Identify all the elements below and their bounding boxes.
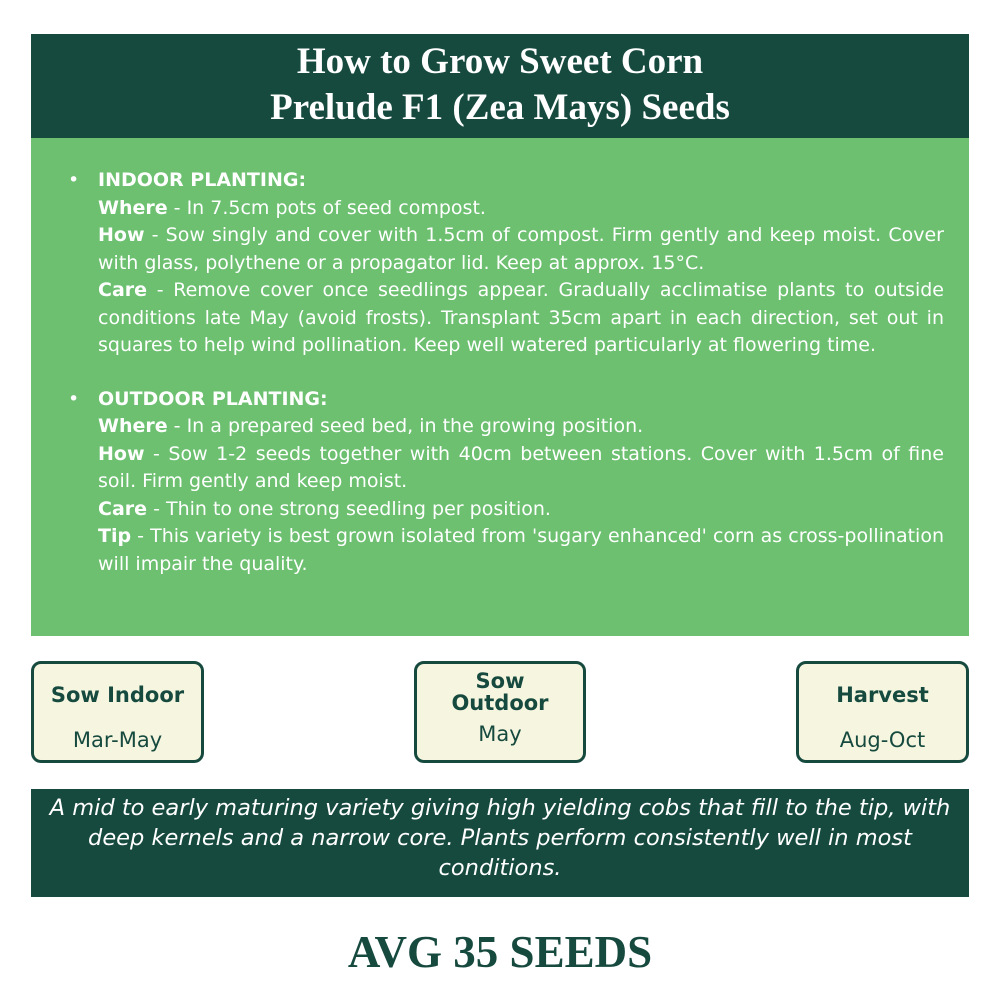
harvest-months: Aug-Oct xyxy=(839,728,926,752)
how-text: - Sow 1-2 seeds together with 40cm between stations. Cover with 1.5cm of fine soil. Firm gently and keep moist. xyxy=(98,442,944,492)
sow-outdoor-label xyxy=(417,670,583,714)
outdoor-planting-heading: OUTDOOR PLANTING: xyxy=(98,387,328,410)
tip-label: Tip xyxy=(98,525,132,547)
tip-text: - This variety is best grown isolated from 'sugary enhanced' corn as cross-pollination will impair the quality. xyxy=(98,525,944,575)
bullet-icon: • xyxy=(68,169,80,191)
outdoor-how xyxy=(98,441,944,496)
harvest-label: Harvest xyxy=(836,683,929,707)
care-text: - Remove cover once seedlings appear. Gradually acclimatise plants to outside conditions late May (avoid frosts). Transplant 35cm apart in each direction, set out in squares to help wind pollination. Keep well watered particularly at flowering time. xyxy=(98,279,944,356)
outdoor-where xyxy=(98,413,944,441)
how-label: How xyxy=(98,224,145,246)
how-text: - Sow singly and cover with 1.5cm of compost. Firm gently and keep moist. Cover with glass, polythene or a propagator lid. Keep at approx. 15°C. xyxy=(98,224,944,274)
sow-indoor-box xyxy=(31,661,204,763)
title-banner xyxy=(31,34,969,138)
title-line-2: Prelude F1 (Zea Mays) Seeds xyxy=(270,87,730,128)
instructions-panel xyxy=(31,138,969,636)
bullet-icon: • xyxy=(68,387,80,410)
care-label: Care xyxy=(98,279,148,301)
how-label: How xyxy=(98,442,145,465)
where-label: Where xyxy=(98,415,168,437)
harvest-box xyxy=(796,661,969,763)
care-text: - Thin to one strong seedling per position. xyxy=(147,497,551,520)
where-text: - In a prepared seed bed, in the growing position. xyxy=(167,415,644,437)
outdoor-tip xyxy=(98,523,944,578)
sow-indoor-months: Mar-May xyxy=(72,728,163,752)
sow-outdoor-box xyxy=(414,661,586,763)
indoor-how xyxy=(98,222,944,277)
title-line-1: How to Grow Sweet Corn xyxy=(296,41,704,82)
sow-outdoor-label-line-1: Sow xyxy=(475,669,525,693)
indoor-care xyxy=(98,277,944,360)
outdoor-care xyxy=(98,496,944,524)
outdoor-planting-section xyxy=(68,386,944,579)
indoor-planting-section xyxy=(68,167,944,360)
seed-count: AVG 35 SEEDS xyxy=(347,927,653,977)
sow-outdoor-label-line-2: Outdoor xyxy=(451,691,549,715)
where-text: - In 7.5cm pots of seed compost. xyxy=(167,196,486,219)
indoor-where xyxy=(98,195,944,223)
indoor-planting-heading: INDOOR PLANTING: xyxy=(98,169,307,191)
variety-description: A mid to early maturing variety giving high yielding cobs that fill to the tip, with deep kernels and a narrow core. Plants perform consistently well in most conditions. xyxy=(31,789,969,897)
care-label: Care xyxy=(98,497,148,520)
sow-indoor-label: Sow Indoor xyxy=(50,683,185,707)
where-label: Where xyxy=(98,196,168,219)
sow-outdoor-months: May xyxy=(478,722,522,746)
